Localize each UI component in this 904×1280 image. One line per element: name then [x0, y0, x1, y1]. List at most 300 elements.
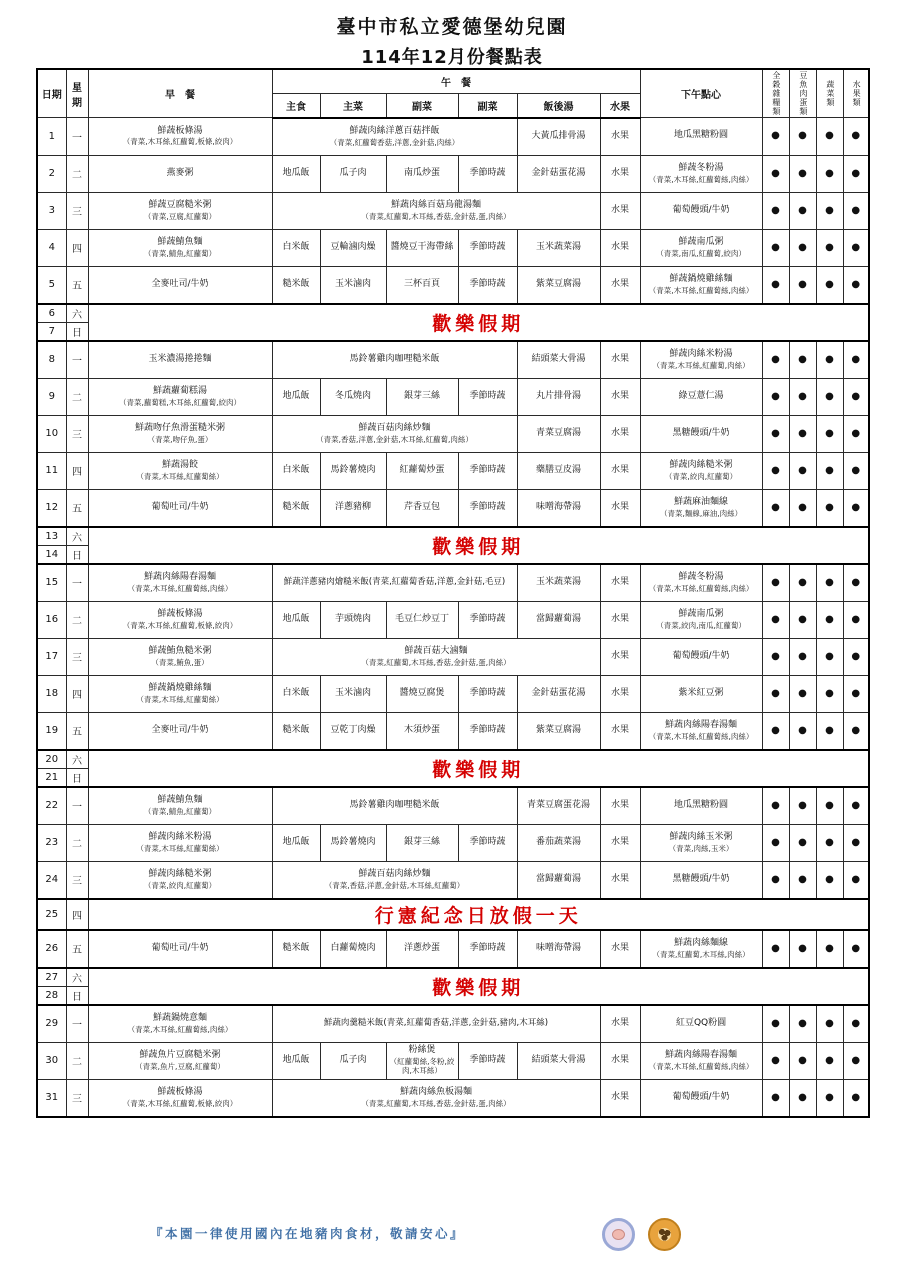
- main-dish-cell: [320, 229, 386, 266]
- dish-name: 水果: [611, 650, 630, 661]
- dish-ingredients: （青菜,鮪魚,蛋）: [151, 657, 209, 667]
- breakfast-cell: [88, 415, 272, 452]
- dish-ingredients: （青菜,木耳絲,紅蘿蔔絲,肉絲）: [648, 174, 754, 184]
- side-dish-cell: [386, 378, 458, 415]
- snack-cell: [640, 341, 762, 379]
- date-cell: 15: [37, 564, 66, 602]
- fruits-dot: ●: [851, 1091, 861, 1103]
- category-dot-cell: [843, 601, 869, 638]
- weekday-cell: 一: [66, 118, 88, 156]
- category-dot-cell: [789, 452, 816, 489]
- dish-ingredients: （青菜,木耳絲,紅蘿蔔,板條,絞肉）: [122, 1098, 238, 1108]
- breakfast-cell: [88, 564, 272, 602]
- category-dot-cell: [789, 787, 816, 825]
- dish-name: 芋頭燒肉: [334, 613, 371, 624]
- category-dot-cell: [789, 1042, 816, 1079]
- menu-row: [37, 861, 869, 899]
- soup-cell: [517, 712, 600, 750]
- fruit-cell: [600, 712, 640, 750]
- weekday-cell: 五: [66, 266, 88, 304]
- weekday-cell: 六: [66, 968, 88, 987]
- dish-name: 季節時蔬: [469, 724, 506, 735]
- dish-name: 白米飯: [282, 241, 310, 252]
- category-dot-cell: [789, 118, 816, 156]
- category-dot-cell: [843, 1042, 869, 1079]
- fruits-dot: ●: [851, 942, 861, 954]
- menu-row: [37, 378, 869, 415]
- category-dot-cell: [789, 601, 816, 638]
- menu-row: [37, 930, 869, 968]
- protein-dot: ●: [798, 1054, 807, 1066]
- breakfast-cell: [88, 192, 272, 229]
- snack-cell: [640, 1079, 762, 1117]
- vegetables-dot: ●: [825, 241, 834, 253]
- dish-name: 鮮蔬肉絲百菇烏龍湯麵: [390, 199, 481, 210]
- date-cell: 2: [37, 155, 66, 192]
- menu-row: [37, 787, 869, 825]
- dish-name: 水果: [611, 613, 630, 624]
- dish-ingredients: （青菜,紅蘿蔔,木耳絲,肉絲）: [652, 949, 750, 959]
- category-dot-cell: [843, 1079, 869, 1117]
- category-dot-cell: [843, 712, 869, 750]
- dish-ingredients: （青菜,木耳絲,紅蘿蔔絲,肉絲）: [648, 583, 754, 593]
- dish-name: 玉米蔬菜湯: [535, 576, 581, 587]
- snack-cell: [640, 155, 762, 192]
- dish-name: 毛豆仁炒豆丁: [394, 613, 449, 624]
- dish-name: 地瓜飯: [282, 613, 310, 624]
- category-dot-cell: [816, 824, 843, 861]
- category-dot-cell: [762, 638, 789, 675]
- weekday-cell: 五: [66, 930, 88, 968]
- protein-dot: ●: [798, 241, 807, 253]
- protein-dot: ●: [798, 278, 807, 290]
- category-dot-cell: [789, 341, 816, 379]
- dish-name: 季節時蔬: [469, 464, 506, 475]
- weekday-cell: 二: [66, 155, 88, 192]
- dish-name: 紫菜豆腐湯: [535, 724, 581, 735]
- soup-cell: [517, 341, 600, 379]
- col-header-snack: 下午點心: [640, 69, 762, 118]
- fruit-cell: [600, 824, 640, 861]
- date-cell: 22: [37, 787, 66, 825]
- side-dish-cell: [386, 266, 458, 304]
- main-dish-cell: [320, 712, 386, 750]
- category-dot-cell: [789, 638, 816, 675]
- grains-dot: ●: [771, 1054, 780, 1066]
- category-dot-cell: [762, 675, 789, 712]
- dish-name: 青菜豆腐蛋花湯: [526, 799, 590, 810]
- dish-ingredients: （青菜,絞肉,紅蘿蔔）: [143, 880, 217, 890]
- col-header-fruit: 水果: [600, 93, 640, 117]
- category-dot-cell: [789, 266, 816, 304]
- breakfast-cell: [88, 1005, 272, 1043]
- breakfast-cell: [88, 787, 272, 825]
- fruit-cell: [600, 452, 640, 489]
- side-dish-cell: [458, 675, 517, 712]
- grains-dot: ●: [771, 390, 780, 402]
- weekday-cell: 三: [66, 192, 88, 229]
- side-dish-cell: [386, 155, 458, 192]
- breakfast-cell: [88, 378, 272, 415]
- protein-dot: ●: [798, 650, 807, 662]
- vegetables-dot: ●: [825, 501, 834, 513]
- menu-row: [37, 415, 869, 452]
- vegetables-dot: ●: [825, 650, 834, 662]
- category-dot-cell: [762, 601, 789, 638]
- dish-name: 鮮蔬肉絲陽春湯麵: [143, 571, 216, 582]
- vegetables-dot: ●: [825, 278, 834, 290]
- date-cell: 31: [37, 1079, 66, 1117]
- side-dish-cell: [458, 824, 517, 861]
- category-dot-cell: [762, 266, 789, 304]
- soup-cell: [517, 787, 600, 825]
- category-dot-cell: [762, 861, 789, 899]
- grains-dot: ●: [771, 576, 780, 588]
- table-head: [37, 69, 869, 118]
- dish-ingredients: （青菜,木耳絲,紅蘿蔔絲,肉絲）: [648, 731, 754, 741]
- grains-dot: ●: [771, 836, 780, 848]
- date-cell: 16: [37, 601, 66, 638]
- grains-dot: ●: [771, 873, 780, 885]
- fruit-cell: [600, 192, 640, 229]
- protein-dot: ●: [798, 613, 807, 625]
- fruit-cell: [600, 489, 640, 527]
- category-dot-cell: [789, 824, 816, 861]
- snack-cell: [640, 452, 762, 489]
- dish-name: 鮮蔬板條湯: [157, 125, 203, 136]
- breakfast-cell: [88, 638, 272, 675]
- dish-name: 鮮蔬肉絲米粉湯: [669, 348, 733, 359]
- fruits-dot: ●: [851, 687, 861, 699]
- dish-name: 水果: [611, 167, 630, 178]
- protein-dot: ●: [798, 1017, 807, 1029]
- dish-name: 水果: [611, 501, 630, 512]
- soup-cell: [517, 266, 600, 304]
- fruit-cell: [600, 229, 640, 266]
- dish-ingredients: （青菜,紅蘿蔔香菇,洋蔥,金針菇,肉絲）: [329, 137, 460, 147]
- dish-name: 丸片排骨湯: [535, 390, 581, 401]
- dish-name: 地瓜黑糖粉圓: [674, 130, 729, 141]
- dish-ingredients: （青菜,木耳絲,紅蘿蔔,板條,絞肉）: [122, 620, 238, 630]
- vegetables-dot: ●: [825, 687, 834, 699]
- dish-name: 黑糖饅頭/牛奶: [672, 427, 730, 438]
- dish-ingredients: （青菜,絞肉,紅蘿蔔）: [664, 471, 738, 481]
- dish-ingredients: （青菜,麵線,麻油,肉絲）: [659, 508, 743, 518]
- category-dot-cell: [843, 489, 869, 527]
- staple-cell: [272, 378, 320, 415]
- snack-cell: [640, 1042, 762, 1079]
- staple-cell: [272, 452, 320, 489]
- category-dot-cell: [843, 266, 869, 304]
- dish-name: 瓜子肉: [339, 167, 367, 178]
- dish-name: 白蘿蔔燒肉: [330, 942, 376, 953]
- breakfast-cell: [88, 601, 272, 638]
- weekday-cell: 日: [66, 768, 88, 787]
- dish-name: 葡萄饅頭/牛奶: [672, 204, 730, 215]
- category-dot-cell: [816, 675, 843, 712]
- col-header-side-dish: 副菜: [458, 93, 517, 117]
- dish-name: 鮮蔬鯖魚麵: [157, 794, 203, 805]
- holiday-row: [37, 750, 869, 769]
- fruit-cell: [600, 638, 640, 675]
- dish-name: 洋蔥炒蛋: [403, 942, 440, 953]
- category-dot-cell: [789, 1079, 816, 1117]
- date-cell: 19: [37, 712, 66, 750]
- breakfast-cell: [88, 712, 272, 750]
- dish-name: 水果: [611, 1091, 630, 1102]
- lunch-dish-cell: [272, 1079, 600, 1117]
- dish-name: 馬鈴薯燒肉: [330, 836, 376, 847]
- breakfast-cell: [88, 861, 272, 899]
- lunch-dish-cell: [272, 564, 517, 602]
- dish-name: 鮮蔬冬粉湯: [678, 162, 724, 173]
- category-dot-cell: [843, 155, 869, 192]
- dish-name: 全麥吐司/牛奶: [151, 278, 209, 289]
- protein-dot: ●: [798, 836, 807, 848]
- dish-ingredients: （青菜,絞肉,南瓜,紅蘿蔔）: [656, 620, 746, 630]
- col-header-soup: 飯後湯: [517, 93, 600, 117]
- category-dot-cell: [843, 787, 869, 825]
- dish-name: 水果: [611, 836, 630, 847]
- weekday-cell: 二: [66, 824, 88, 861]
- fruits-dot: ●: [851, 650, 861, 662]
- side-dish-cell: [458, 266, 517, 304]
- menu-row: [37, 675, 869, 712]
- vegetables-dot: ●: [825, 724, 834, 736]
- fruit-cell: [600, 787, 640, 825]
- holiday-label-cell: 行憲紀念日放假一天: [88, 899, 869, 930]
- snack-cell: [640, 489, 762, 527]
- breakfast-cell: [88, 118, 272, 156]
- dish-name: 鮮蔬肉絲洋蔥百菇拌飯: [349, 125, 440, 136]
- dish-name: 馬鈴薯雞肉咖哩糙米飯: [349, 799, 440, 810]
- dish-name: 地瓜飯: [282, 390, 310, 401]
- dish-name: 水果: [611, 576, 630, 587]
- dish-name: 鮮蔬肉羹糙米飯(青菜,紅蘿蔔香菇,洋蔥,金針菇,豬肉,木耳絲): [323, 1017, 549, 1028]
- dish-name: 鮮蔬肉絲糙米粥: [148, 868, 212, 879]
- dish-name: 青菜豆腐湯: [535, 427, 581, 438]
- date-cell: 4: [37, 229, 66, 266]
- dish-name: 糙米飯: [282, 724, 310, 735]
- side-dish-cell: [386, 452, 458, 489]
- holiday-label-cell: 歡樂假期: [88, 527, 869, 564]
- dish-name: 結頭菜大骨湯: [531, 1054, 586, 1065]
- category-dot-cell: [762, 564, 789, 602]
- dish-name: 紫菜豆腐湯: [535, 278, 581, 289]
- dish-name: 銀芽三絲: [403, 390, 440, 401]
- col-header-weekday: 星期: [66, 69, 88, 118]
- vegetables-dot: ●: [825, 942, 834, 954]
- soup-cell: [517, 415, 600, 452]
- dish-ingredients: （青菜,蘿蔔糕,木耳絲,紅蘿蔔,絞肉）: [118, 397, 242, 407]
- date-cell: 11: [37, 452, 66, 489]
- dish-name: 季節時蔬: [469, 501, 506, 512]
- dish-name: 南瓜炒蛋: [403, 167, 440, 178]
- fruits-dot: ●: [851, 836, 861, 848]
- holiday-label-cell: 歡樂假期: [88, 968, 869, 1005]
- category-dot-cell: [789, 229, 816, 266]
- weekday-cell: 一: [66, 1005, 88, 1043]
- grains-dot: ●: [771, 942, 780, 954]
- dish-name: 白米飯: [282, 687, 310, 698]
- menu-row: [37, 341, 869, 379]
- staple-cell: [272, 1042, 320, 1079]
- weekday-cell: 一: [66, 787, 88, 825]
- dish-name: 鮮蔬鍋燒雞絲麵: [148, 682, 212, 693]
- protein-dot: ●: [798, 353, 807, 365]
- category-dot-cell: [816, 930, 843, 968]
- dish-name: 綠豆薏仁湯: [678, 390, 724, 401]
- protein-dot: ●: [798, 130, 807, 142]
- col-header-breakfast: 早 餐: [88, 69, 272, 118]
- protein-dot: ●: [798, 167, 807, 179]
- dish-name: 鮮蔬鍋燒雞絲麵: [669, 273, 733, 284]
- dish-ingredients: （青菜,肉絲,玉米）: [668, 843, 734, 853]
- grains-dot: ●: [771, 204, 780, 216]
- dish-ingredients: （青菜,木耳絲,紅蘿蔔絲）: [136, 694, 224, 704]
- grains-dot: ●: [771, 130, 780, 142]
- dish-name: 玉米滷肉: [334, 278, 371, 289]
- category-dot-cell: [816, 1079, 843, 1117]
- date-cell: 24: [37, 861, 66, 899]
- category-dot-cell: [843, 930, 869, 968]
- dish-name: 冬瓜燒肉: [334, 390, 371, 401]
- vegetables-dot: ●: [825, 836, 834, 848]
- menu-row: [37, 266, 869, 304]
- protein-dot: ●: [798, 687, 807, 699]
- dish-name: 季節時蔬: [469, 687, 506, 698]
- protein-dot: ●: [798, 942, 807, 954]
- category-dot-cell: [789, 564, 816, 602]
- page-footer: [0, 1218, 904, 1268]
- dish-name: 鮮蔬百菇肉絲炒麵: [358, 422, 431, 433]
- dish-name: 三杯百頁: [403, 278, 440, 289]
- grains-dot: ●: [771, 353, 780, 365]
- fruits-dot: ●: [851, 278, 861, 290]
- category-dot-cell: [789, 489, 816, 527]
- dish-name: 鮮蔬吻仔魚滑蛋糙米粥: [134, 422, 225, 433]
- soup-cell: [517, 155, 600, 192]
- col-header-protein-label: 豆魚肉蛋類: [798, 71, 808, 116]
- weekday-cell: 四: [66, 452, 88, 489]
- side-dish-cell: [386, 930, 458, 968]
- category-dot-cell: [789, 415, 816, 452]
- category-dot-cell: [816, 266, 843, 304]
- dish-name: 鮮蔬肉絲糙米粥: [669, 459, 733, 470]
- snack-cell: [640, 266, 762, 304]
- vegetables-dot: ●: [825, 390, 834, 402]
- category-dot-cell: [816, 229, 843, 266]
- vegetables-dot: ●: [825, 613, 834, 625]
- date-cell: 9: [37, 378, 66, 415]
- side-dish-cell: [458, 229, 517, 266]
- grains-dot: ●: [771, 650, 780, 662]
- fruits-dot: ●: [851, 464, 861, 476]
- dish-name: 水果: [611, 724, 630, 735]
- dish-name: 鮮蔬南瓜粥: [678, 236, 724, 247]
- category-dot-cell: [816, 712, 843, 750]
- weekday-cell: 三: [66, 1079, 88, 1117]
- dish-name: 季節時蔬: [469, 942, 506, 953]
- grains-dot: ●: [771, 724, 780, 736]
- side-dish-cell: [458, 155, 517, 192]
- dish-ingredients: （青菜,香菇,洋蔥,金針菇,木耳絲,紅蘿蔔）: [324, 880, 465, 890]
- category-dot-cell: [816, 378, 843, 415]
- dish-ingredients: （紅蘿蔔絲,冬粉,絞肉,木耳絲）: [389, 1056, 455, 1076]
- vegetables-dot: ●: [825, 799, 834, 811]
- lunch-dish-cell: [272, 1005, 600, 1043]
- fruit-cell: [600, 930, 640, 968]
- category-dot-cell: [816, 787, 843, 825]
- category-dot-cell: [762, 824, 789, 861]
- grains-dot: ●: [771, 799, 780, 811]
- breakfast-cell: [88, 930, 272, 968]
- side-dish-cell: [458, 489, 517, 527]
- soup-cell: [517, 118, 600, 156]
- dish-name: 地瓜飯: [282, 1054, 310, 1065]
- category-dot-cell: [762, 415, 789, 452]
- menu-row: [37, 1079, 869, 1117]
- holiday-row: [37, 304, 869, 323]
- vegetables-dot: ●: [825, 1017, 834, 1029]
- table-body: [37, 118, 869, 1117]
- category-dot-cell: [843, 192, 869, 229]
- col-header-date: 日期: [37, 69, 66, 118]
- weekday-cell: 四: [66, 675, 88, 712]
- dish-name: 水果: [611, 799, 630, 810]
- date-cell: 13: [37, 527, 66, 546]
- holiday-label-cell: 歡樂假期: [88, 750, 869, 787]
- dish-name: 玉米蔬菜湯: [535, 241, 581, 252]
- category-dot-cell: [762, 452, 789, 489]
- fruit-cell: [600, 266, 640, 304]
- dish-name: 水果: [611, 278, 630, 289]
- col-header-vegetables: [816, 69, 843, 118]
- breakfast-cell: [88, 155, 272, 192]
- weekday-cell: 四: [66, 229, 88, 266]
- date-cell: 18: [37, 675, 66, 712]
- main-dish-cell: [320, 155, 386, 192]
- lunch-dish-cell: [272, 118, 517, 156]
- dish-ingredients: （青菜,木耳絲,紅蘿蔔絲,肉絲）: [648, 1061, 754, 1071]
- dish-ingredients: （青菜,吻仔魚,蛋）: [147, 434, 213, 444]
- fruits-dot: ●: [851, 501, 861, 513]
- dish-name: 紅豆QQ粉圓: [675, 1017, 727, 1028]
- dish-name: 豆輪滷肉燥: [330, 241, 376, 252]
- vegetables-dot: ●: [825, 353, 834, 365]
- category-dot-cell: [816, 341, 843, 379]
- dish-name: 鮮蔬肉絲陽春湯麵: [665, 719, 738, 730]
- fruits-dot: ●: [851, 576, 861, 588]
- grains-dot: ●: [771, 278, 780, 290]
- dish-name: 藥膳豆皮湯: [535, 464, 581, 475]
- date-cell: 21: [37, 768, 66, 787]
- menu-row: [37, 1042, 869, 1079]
- category-dot-cell: [762, 787, 789, 825]
- vegetables-dot: ●: [825, 204, 834, 216]
- dish-name: 季節時蔬: [469, 241, 506, 252]
- dish-name: 鮮蔬肉絲魚板湯麵: [399, 1086, 472, 1097]
- dish-name: 鮮蔬南瓜粥: [678, 608, 724, 619]
- dish-ingredients: （青菜,南瓜,紅蘿蔔,絞肉）: [656, 248, 746, 258]
- menu-row: [37, 489, 869, 527]
- category-dot-cell: [762, 155, 789, 192]
- soup-cell: [517, 675, 600, 712]
- col-header-lunch: 午 餐: [272, 69, 640, 93]
- snack-cell: [640, 192, 762, 229]
- dish-name: 燕麥粥: [166, 167, 194, 178]
- weekday-cell: 日: [66, 545, 88, 564]
